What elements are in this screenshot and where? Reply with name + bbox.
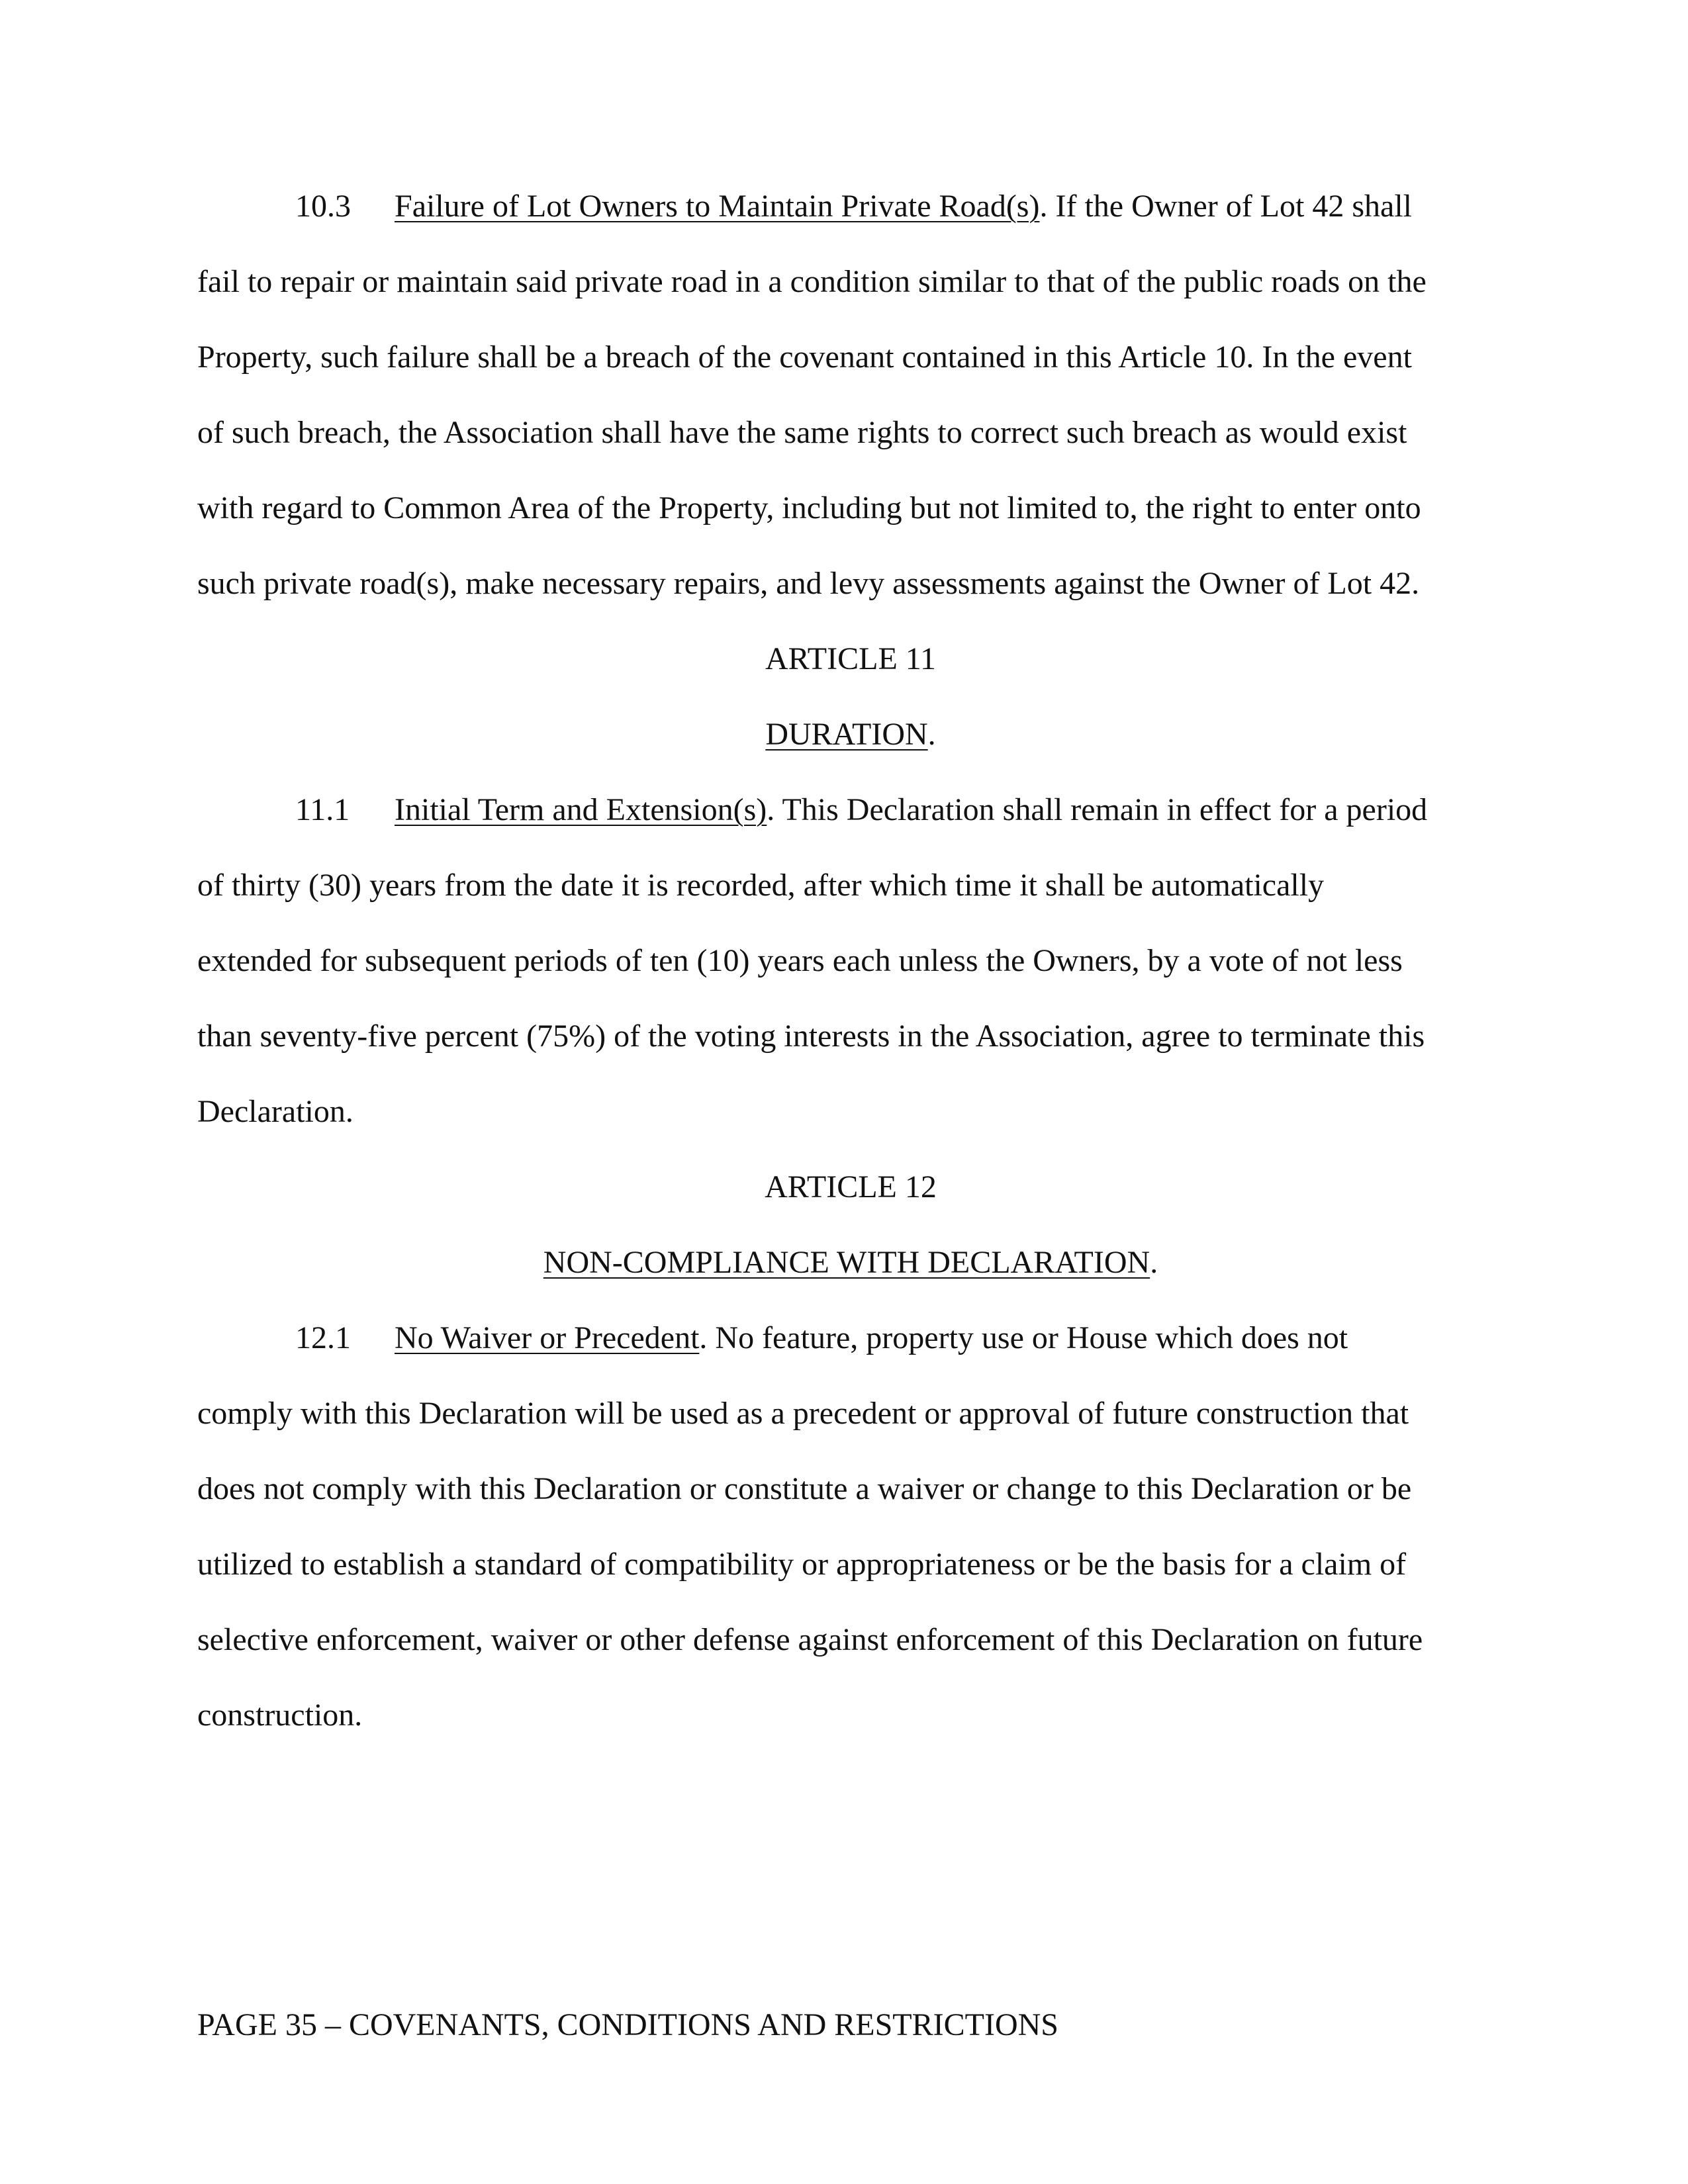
- article-11-title: DURATION: [765, 717, 928, 752]
- section-12-1-number: 12.1: [295, 1320, 351, 1355]
- article-12-label: ARTICLE 12: [765, 1169, 937, 1205]
- section-11-1-text-line: This Declaration shall remain in effect for a period: [782, 792, 1428, 827]
- article-12-title-line: NON-COMPLIANCE WITH DECLARATION.: [543, 1245, 1158, 1280]
- section-10-3-heading: Failure of Lot Owners to Maintain Private Road(s): [395, 189, 1040, 224]
- section-12-1-first-line: 12.1 No Waiver or Precedent. No feature, property use or House which does not: [197, 1318, 1606, 1358]
- section-12-1-text-line: construction.: [197, 1698, 363, 1733]
- section-11-1-text-line: of thirty (30) years from the date it is recorded, after which time it shall be automatically: [197, 868, 1325, 903]
- section-12-1-heading: No Waiver or Precedent: [395, 1320, 700, 1355]
- section-12-1-text-line: utilized to establish a standard of compatibility or appropriateness or be the basis for a claim of: [197, 1547, 1407, 1582]
- page-footer: PAGE 35 – COVENANTS, CONDITIONS AND RESTRICTIONS: [197, 2007, 1058, 2042]
- section-11-1-first-line: 11.1 Initial Term and Extension(s). This Declaration shall remain in effect for a period: [197, 790, 1606, 830]
- section-11-1-text-line: extended for subsequent periods of ten (10) years each unless the Owners, by a vote of not less: [197, 943, 1403, 978]
- section-10-3-text-line: Property, such failure shall be a breach of the covenant contained in this Article 10. In the event: [197, 340, 1412, 375]
- article-12-title: NON-COMPLIANCE WITH DECLARATION: [543, 1245, 1150, 1280]
- section-12-1-text-line: No feature, property use or House which does not: [715, 1320, 1348, 1355]
- section-12-1-text-line: does not comply with this Declaration or constitute a waiver or change to this Declaration or be: [197, 1471, 1412, 1506]
- section-11-1-text-line: than seventy-five percent (75%) of the voting interests in the Association, agree to terminate this: [197, 1019, 1425, 1054]
- section-12-1-text-line: selective enforcement, waiver or other defense against enforcement of this Declaration on future: [197, 1622, 1423, 1657]
- section-10-3-first-line: 10.3 Failure of Lot Owners to Maintain Private Road(s). If the Owner of Lot 42 shall: [197, 187, 1606, 226]
- article-11-title-line: DURATION.: [765, 717, 936, 752]
- section-10-3-text-line: such private road(s), make necessary repairs, and levy assessments against the Owner of Lot 42.: [197, 566, 1420, 601]
- section-10-3-text-line: fail to repair or maintain said private road in a condition similar to that of the public roads on the: [197, 264, 1427, 299]
- section-10-3-text-line: If the Owner of Lot 42 shall: [1055, 189, 1412, 224]
- section-11-1-heading: Initial Term and Extension(s): [395, 792, 767, 827]
- section-11-1-number: 11.1: [295, 792, 350, 827]
- section-12-1-text-line: comply with this Declaration will be used as a precedent or approval of future construction that: [197, 1396, 1409, 1431]
- section-10-3-number: 10.3: [295, 189, 351, 224]
- section-10-3-text-line: of such breach, the Association shall have the same rights to correct such breach as would exist: [197, 415, 1407, 450]
- section-11-1-text-line: Declaration.: [197, 1094, 353, 1129]
- article-11-label: ARTICLE 11: [765, 641, 936, 676]
- section-10-3-text-line: with regard to Common Area of the Property, including but not limited to, the right to enter onto: [197, 490, 1421, 525]
